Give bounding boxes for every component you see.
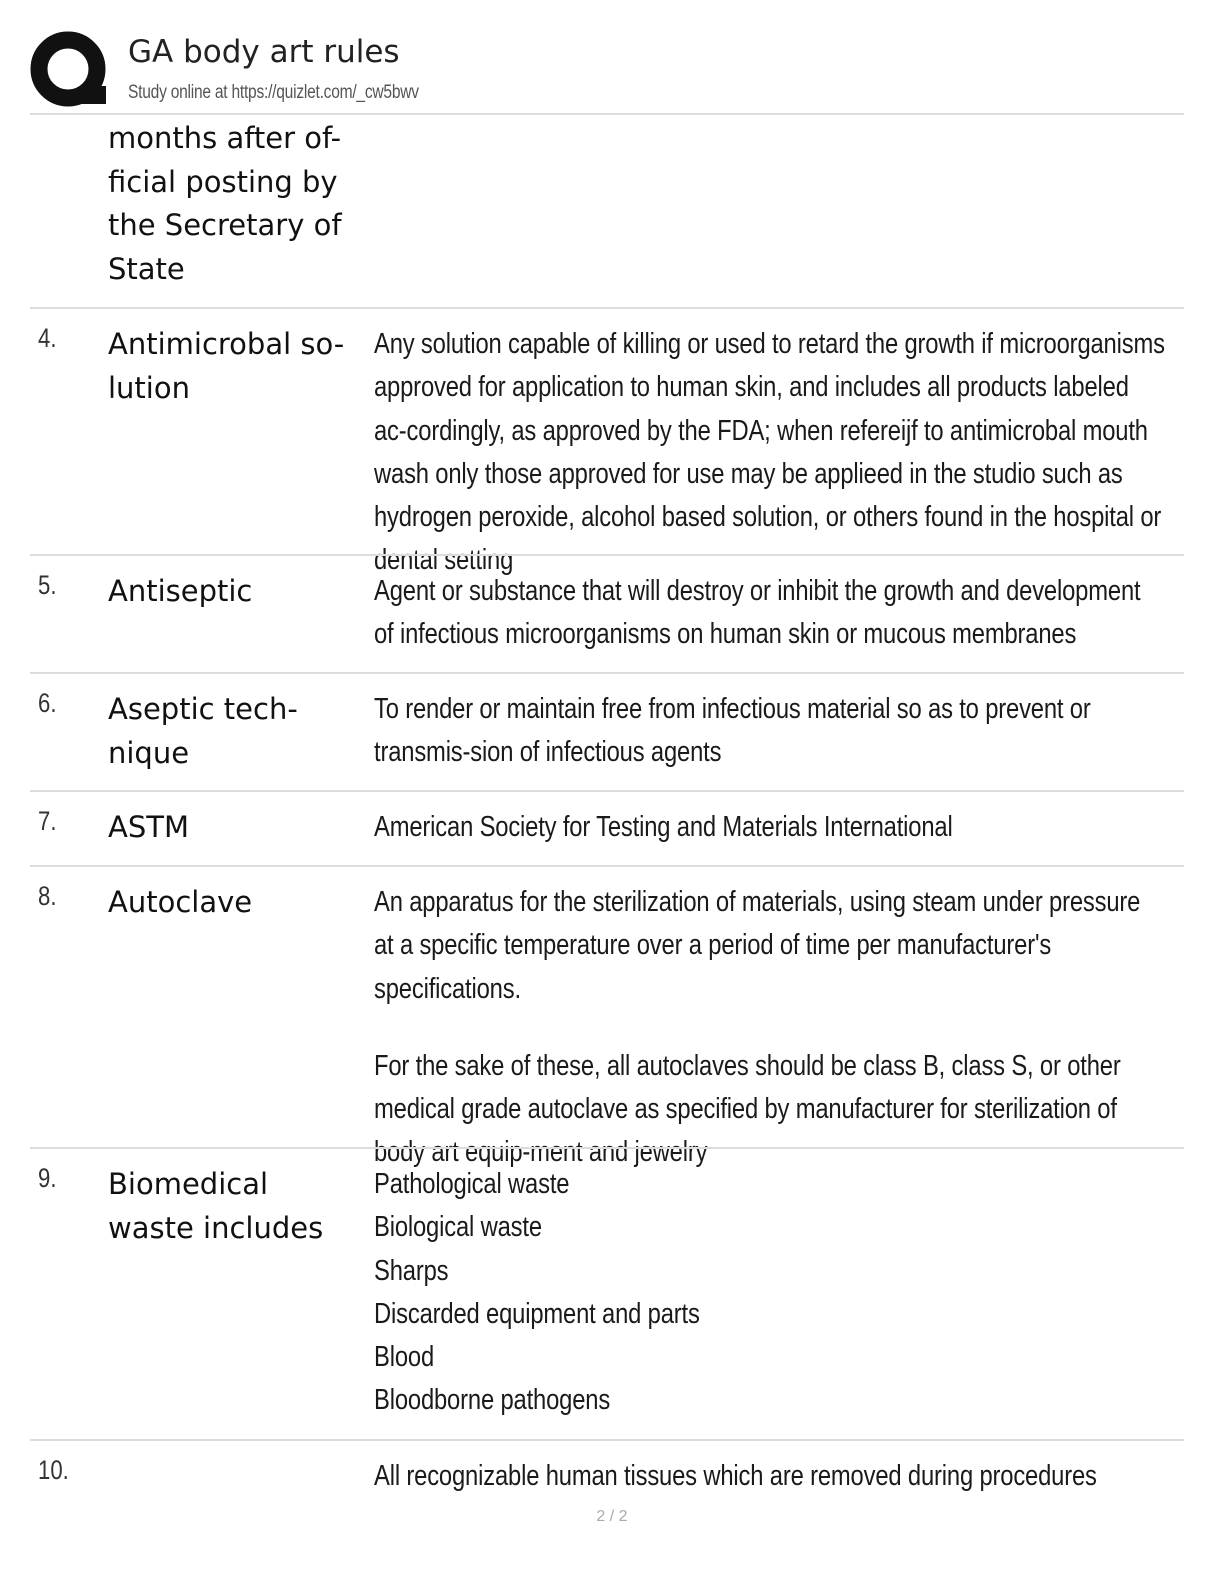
definition-text: To render or maintain free from infectious material so as to prevent or transmis-sion of infectious agents: [374, 693, 1091, 769]
term: Antiseptic: [108, 574, 253, 608]
document-title: GA body art rules: [128, 34, 400, 70]
definition-text: An apparatus for the sterilization of materials, using steam under pressure at a specific temperature over a period of time per manufacturer's specifications.: [374, 886, 1141, 1005]
page-number: 2 / 2: [596, 1508, 628, 1525]
term: Antimicrobal so-lution: [108, 327, 345, 405]
definition: [374, 881, 1165, 1175]
row-number: 10.: [38, 1455, 69, 1485]
list-item: Pathological waste: [374, 1168, 570, 1200]
study-online-link[interactable]: Study online at https://quizlet.com/_cw5bwv: [128, 82, 419, 103]
divider: [30, 865, 1184, 867]
definition: [374, 688, 1165, 775]
divider: [30, 1439, 1184, 1441]
quizlet-logo-icon: [30, 30, 110, 110]
row-number: 9.: [38, 1163, 57, 1193]
list-item: Discarded equipment and parts: [374, 1297, 700, 1330]
divider: [30, 672, 1184, 674]
definition-text: For the sake of these, all autoclaves should be class B, class S, or other medical grade autoclave as specified by manufacturer for sterilization of body art equip-ment and jewelry: [374, 1049, 1121, 1169]
term: Biomedical waste includes: [108, 1167, 324, 1245]
definition: [374, 570, 1165, 657]
term: Autoclave: [108, 885, 253, 919]
term: ASTM: [108, 810, 189, 844]
list-item: Blood: [374, 1341, 435, 1374]
term: Aseptic tech-nique: [108, 692, 298, 770]
definition-list: [374, 1163, 1165, 1423]
definition-text: Any solution capable of killing or used to retard the growth if microorganisms approved for application to human skin, and includes all products labeled ac-cordingly, as approved by the FDA; when refereijf to antimicrobal mouth wash only those approved for use may be applieed in the studio such as hydrogen peroxide, alcohol based solution, or others found in the hospital or dental setting: [374, 328, 1165, 577]
row-number: 7.: [38, 806, 57, 836]
divider: [30, 307, 1184, 309]
list-item: Biological waste: [374, 1211, 542, 1244]
definition-text: All recognizable human tissues which are removed during procedures: [374, 1460, 1097, 1492]
list-item: Bloodborne pathogens: [374, 1384, 611, 1417]
divider: [30, 113, 1184, 115]
divider: [30, 790, 1184, 792]
row-number: 8.: [38, 881, 57, 911]
definition: [374, 1455, 1165, 1498]
row-number: 4.: [38, 323, 57, 353]
divider: [30, 554, 1184, 556]
row-number: 6.: [38, 688, 57, 718]
list-item: Sharps: [374, 1254, 449, 1287]
row-number: 5.: [38, 570, 57, 600]
definition: [374, 323, 1165, 583]
page-header: [30, 28, 1184, 114]
divider: [30, 1147, 1184, 1149]
definition-text: American Society for Testing and Materials International: [374, 811, 953, 843]
definition: [374, 806, 1165, 849]
definition-text: Agent or substance that will destroy or inhibit the growth and development of infectious microorganisms on human skin or mucous membranes: [374, 575, 1141, 651]
term: months after of-ficial posting by the Secretary of State: [108, 121, 342, 286]
